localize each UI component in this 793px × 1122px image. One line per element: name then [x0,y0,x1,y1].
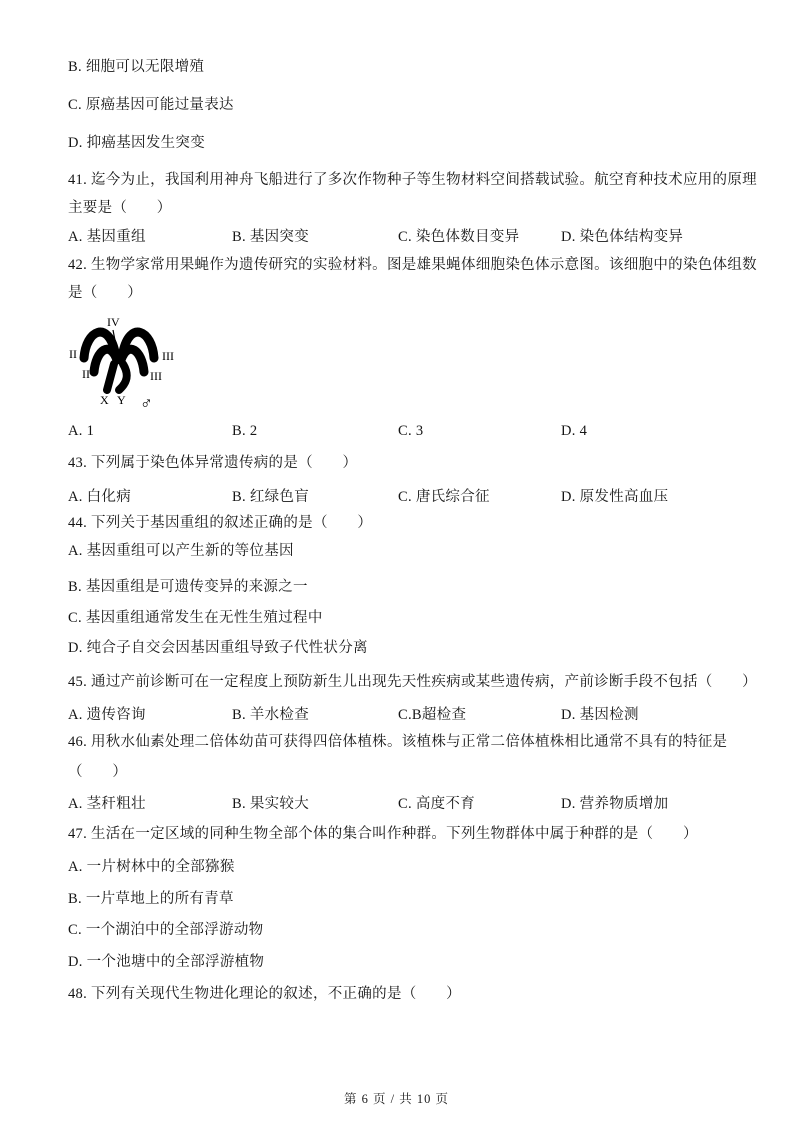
q42-option-a: A. 1 [68,423,95,439]
male-fruit-fly-chromosome-diagram [68,310,228,422]
label-y: Y [117,393,126,407]
q47-option-a: A. 一片树林中的全部猕猴 [68,859,235,875]
q42-stem-line1: 42. 生物学家常用果蝇作为遗传研究的实验材料。图是雄果蝇体细胞染色体示意图。该细胞中的染色体组数 [68,257,757,273]
q41-option-a: A. 基因重组 [68,229,146,245]
q43-options-row [68,485,768,507]
page-number-footer: 第 6 页 / 共 10 页 [344,1092,449,1106]
q47-option-b: B. 一片草地上的所有青草 [68,891,234,907]
q47-stem: 47. 生活在一定区域的同种生物全部个体的集合叫作种群。下列生物群体中属于种群的是（ ） [68,826,698,842]
q41-options-row [68,225,768,247]
q47-option-d: D. 一个池塘中的全部浮游植物 [68,954,265,970]
q44-stem: 44. 下列关于基因重组的叙述正确的是（ ） [68,515,373,531]
q46-option-d: D. 营养物质增加 [561,796,669,812]
q43-option-a: A. 白化病 [68,489,132,505]
q41-stem-line2: 主要是（ ） [68,200,172,216]
q46-stem-line2: （ ） [68,764,128,780]
q40-option-d: D. 抑癌基因发生突变 [68,135,206,151]
label-iii-lower: III [150,369,162,383]
q44-option-a: A. 基因重组可以产生新的等位基因 [68,543,294,559]
q47-option-c: C. 一个湖泊中的全部浮游动物 [68,922,264,938]
q45-option-b: B. 羊水检查 [232,707,310,723]
q45-stem: 45. 通过产前诊断可在一定程度上预防新生儿出现先天性疾病或某些遗传病，产前诊断手段不包括（ ） [68,674,757,690]
q45-options-row [68,703,768,725]
label-x: X [100,393,109,407]
q40-option-b: B. 细胞可以无限增殖 [68,59,205,75]
label-ii-lower: II [82,367,90,381]
q46-stem-line1: 46. 用秋水仙素处理二倍体幼苗可获得四倍体植株。该植株与正常二倍体植株相比通常不具有的特征是 [68,734,728,750]
q46-options-row [68,792,768,814]
male-symbol-icon: ♂ [140,394,153,413]
q41-option-c: C. 染色体数目变异 [398,229,520,245]
label-ii-upper: II [69,347,77,361]
q40-option-c: C. 原癌基因可能过量表达 [68,97,234,113]
q43-option-d: D. 原发性高血压 [561,489,669,505]
q48-stem: 48. 下列有关现代生物进化理论的叙述，不正确的是（ ） [68,986,461,1002]
q44-option-b: B. 基因重组是可遗传变异的来源之一 [68,579,308,595]
q46-option-c: C. 高度不育 [398,796,476,812]
chromosome-y [119,364,127,390]
q43-option-b: B. 红绿色盲 [232,489,310,505]
q45-option-c: C.B超检查 [398,707,467,723]
q45-option-a: A. 遗传咨询 [68,707,146,723]
q46-option-a: A. 茎秆粗壮 [68,796,146,812]
q41-stem-line1: 41. 迄今为止，我国利用神舟飞船进行了多次作物种子等生物材料空间搭载试验。航空育种技术应用的原理 [68,172,757,188]
label-iii-upper: III [162,349,174,363]
chromosome-x [107,364,114,390]
q45-option-d: D. 基因检测 [561,707,639,723]
q42-options-row [68,423,768,445]
q41-option-b: B. 基因突变 [232,229,310,245]
chromosome-iv-dot [118,355,124,361]
q44-option-c: C. 基因重组通常发生在无性生殖过程中 [68,610,323,626]
q43-option-c: C. 唐氏综合征 [398,489,490,505]
q43-stem: 43. 下列属于染色体异常遗传病的是（ ） [68,455,358,471]
label-iv: IV [107,315,120,329]
q41-option-d: D. 染色体结构变异 [561,229,684,245]
q42-option-d: D. 4 [561,423,588,439]
q42-stem-line2: 是（ ） [68,285,142,301]
q44-option-d: D. 纯合子自交会因基因重组导致子代性状分离 [68,640,368,656]
q46-option-b: B. 果实较大 [232,796,310,812]
q42-option-b: B. 2 [232,423,258,439]
q42-option-c: C. 3 [398,423,424,439]
